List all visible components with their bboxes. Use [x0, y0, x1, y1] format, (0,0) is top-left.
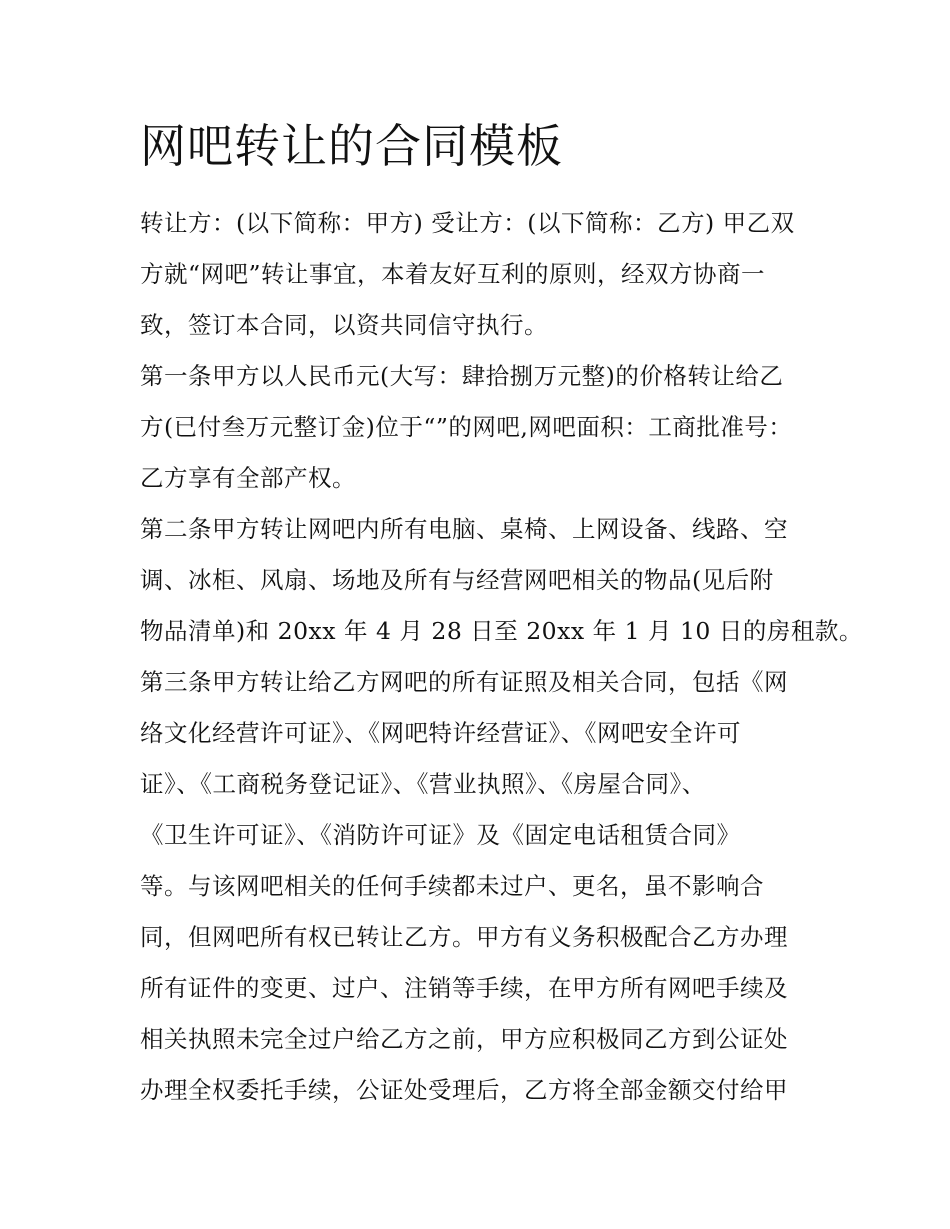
body-line-14: 等。与该网吧相关的任何手续都未过户、更名，虽不影响合 — [140, 872, 764, 900]
body-line-1: 转让方：(以下简称：甲方) 受让方：(以下简称：乙方) 甲乙双 — [140, 209, 795, 237]
body-line-10: 第三条甲方转让给乙方网吧的所有证照及相关合同，包括《网 — [140, 668, 788, 696]
body-line-7: 第二条甲方转让网吧内所有电脑、桌椅、上网设备、线路、空 — [140, 515, 788, 543]
body-line-2: 方就“网吧”转让事宜，本着友好互利的原则，经双方协商一 — [140, 260, 766, 288]
body-line-6: 乙方享有全部产权。 — [140, 464, 356, 492]
body-line-12: 证》、《工商税务登记证》、《营业执照》、《房屋合同》、 — [140, 770, 706, 798]
body-line-18: 办理全权委托手续，公证处受理后，乙方将全部金额交付给甲 — [140, 1076, 788, 1104]
body-line-3: 致，签订本合同，以资共同信守执行。 — [140, 311, 548, 339]
body-line-13: 《卫生许可证》、《消防许可证》及《固定电话租赁合同》 — [140, 821, 741, 849]
body-line-9: 物品清单)和 20xx 年 4 月 28 日至 20xx 年 1 月 10 日的房租款。 — [140, 617, 863, 645]
document-title: 网吧转让的合同模板 — [140, 119, 563, 173]
body-line-15: 同，但网吧所有权已转让乙方。甲方有义务积极配合乙方办理 — [140, 923, 788, 951]
body-line-8: 调、冰柜、风扇、场地及所有与经营网吧相关的物品(见后附 — [140, 566, 774, 594]
body-line-17: 相关执照未完全过户给乙方之前，甲方应积极同乙方到公证处 — [140, 1025, 788, 1053]
body-line-11: 络文化经营许可证》、《网吧特许经营证》、《网吧安全许可 — [140, 719, 741, 747]
body-line-5: 方(已付叁万元整订金)位于“”的网吧,网吧面积：工商批准号： — [140, 413, 793, 441]
body-line-4: 第一条甲方以人民币元(大写：肆拾捌万元整)的价格转让给乙 — [140, 362, 784, 390]
body-line-16: 所有证件的变更、过户、注销等手续，在甲方所有网吧手续及 — [140, 974, 788, 1002]
